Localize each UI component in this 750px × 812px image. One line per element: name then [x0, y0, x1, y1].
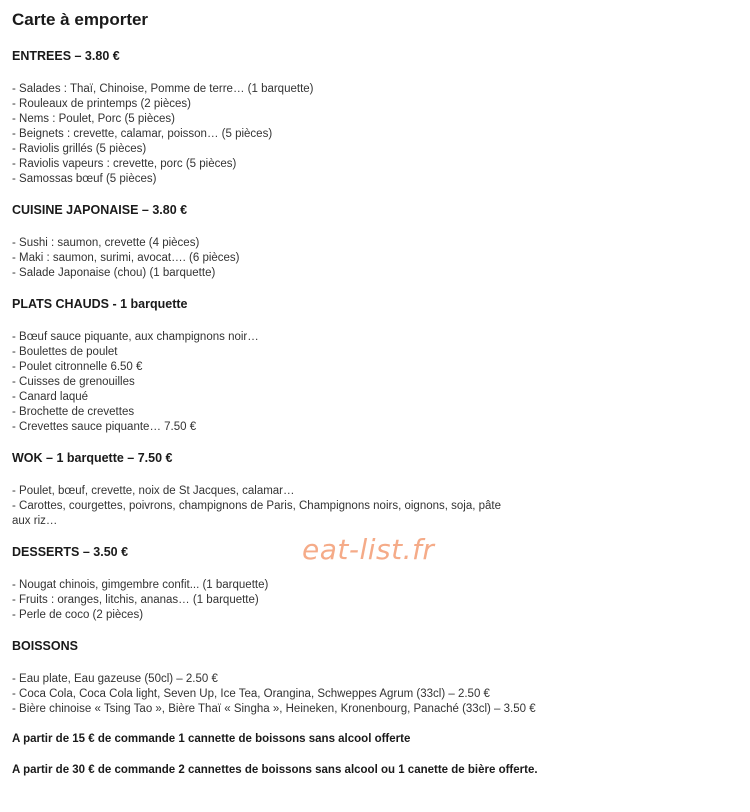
menu-item: - Perle de coco (2 pièces) — [12, 609, 144, 621]
menu-item: - Poulet, bœuf, crevette, noix de St Jacques, calamar… — [12, 485, 295, 497]
offer-note-15: A partir de 15 € de commande 1 cannette de boissons sans alcool offerte — [12, 733, 411, 745]
menu-item: - Raviolis grillés (5 pièces) — [12, 143, 147, 155]
menu-item: - Brochette de crevettes — [12, 406, 135, 418]
section-title-entrees: ENTREES – 3.80 € — [12, 49, 120, 63]
menu-page — [12, 10, 738, 794]
menu-item: - Nougat chinois, gimgembre confit... (1 barquette) — [12, 579, 269, 591]
menu-item: - Boulettes de poulet — [12, 346, 118, 358]
menu-item: - Cuisses de grenouilles — [12, 376, 135, 388]
items-japonaise — [12, 236, 738, 281]
section-title-japonaise: CUISINE JAPONAISE – 3.80 € — [12, 203, 188, 217]
menu-item: - Sushi : saumon, crevette (4 pièces) — [12, 237, 200, 249]
items-boissons — [12, 672, 738, 717]
section-title-wok: WOK – 1 barquette – 7.50 € — [12, 451, 173, 465]
menu-item: - Salades : Thaï, Chinoise, Pomme de terre… (1 barquette) — [12, 83, 314, 95]
section-boissons — [12, 638, 738, 717]
section-plats-chauds — [12, 296, 738, 435]
section-entrees — [12, 48, 738, 187]
menu-item: - Samossas bœuf (5 pièces) — [12, 173, 157, 185]
menu-item: - Crevettes sauce piquante… 7.50 € — [12, 421, 197, 433]
menu-item: - Poulet citronnelle 6.50 € — [12, 361, 143, 373]
offer-note-30: A partir de 30 € de commande 2 cannettes de boissons sans alcool ou 1 canette de bière offerte. — [12, 764, 538, 776]
menu-item: - Canard laqué — [12, 391, 89, 403]
items-plats-chauds — [12, 330, 738, 435]
section-title-boissons: BOISSONS — [12, 639, 78, 653]
menu-item: - Fruits : oranges, litchis, ananas… (1 barquette) — [12, 594, 259, 606]
menu-item: - Eau plate, Eau gazeuse (50cl) – 2.50 € — [12, 673, 218, 685]
menu-item: - Raviolis vapeurs : crevette, porc (5 pièces) — [12, 158, 237, 170]
menu-item: - Coca Cola, Coca Cola light, Seven Up, Ice Tea, Orangina, Schweppes Agrum (33cl) – 2.50 € — [12, 688, 490, 700]
section-title-plats-chauds: PLATS CHAUDS - 1 barquette — [12, 297, 188, 311]
menu-item: - Rouleaux de printemps (2 pièces) — [12, 98, 191, 110]
watermark-logo: eat-list.fr — [302, 533, 435, 566]
menu-item: - Nems : Poulet, Porc (5 pièces) — [12, 113, 175, 125]
section-title-desserts: DESSERTS – 3.50 € — [12, 545, 129, 559]
page-title: Carte à emporter — [12, 10, 149, 29]
menu-item: - Beignets : crevette, calamar, poisson… (5 pièces) — [12, 128, 273, 140]
items-wok — [12, 484, 512, 529]
menu-item: - Maki : saumon, surimi, avocat…. (6 pièces) — [12, 252, 240, 264]
menu-item: - Carottes, courgettes, poivrons, champignons de Paris, Champignons noirs, oignons, soja, pâte aux riz… — [12, 500, 502, 527]
menu-item: - Bière chinoise « Tsing Tao », Bière Thaï « Singha », Heineken, Kronenbourg, Panaché (33cl) – 3.50 € — [12, 703, 536, 715]
menu-item: - Salade Japonaise (chou) (1 barquette) — [12, 267, 216, 279]
menu-item: - Bœuf sauce piquante, aux champignons noir… — [12, 331, 259, 343]
items-desserts — [12, 578, 738, 623]
items-entrees — [12, 82, 738, 187]
section-wok — [12, 450, 738, 529]
section-japonaise — [12, 202, 738, 281]
